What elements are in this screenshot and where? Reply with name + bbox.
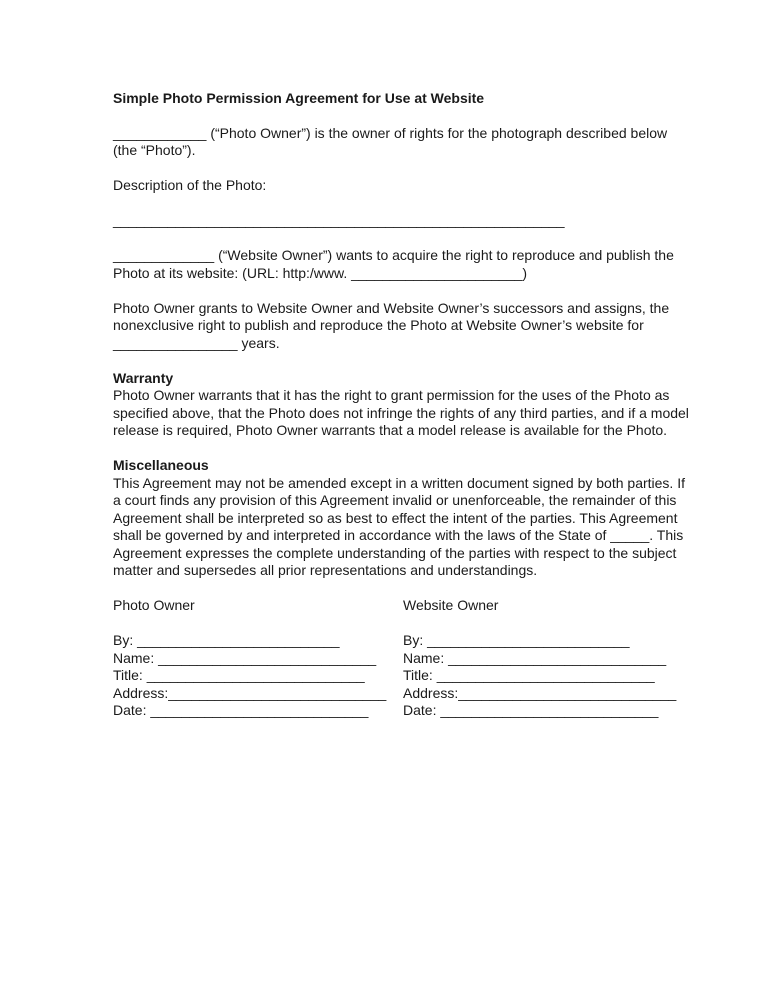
photo-owner-heading: Photo Owner — [113, 597, 195, 613]
document-title: Simple Photo Permission Agreement for Use at Website — [113, 90, 485, 106]
photo-owner-date-line: Date: ____________________________ — [113, 702, 369, 718]
description-blank: __________________________________________________________ — [113, 212, 565, 228]
photo-owner-signature — [113, 597, 403, 720]
website-owner-address-line: Address:____________________________ — [403, 684, 677, 701]
website-owner-signature — [403, 597, 693, 720]
intro-paragraph: ____________ (“Photo Owner”) is the owner of rights for the photograph described below (the “Photo”). — [113, 124, 668, 158]
photo-owner-name-line: Name: ____________________________ — [113, 649, 377, 666]
warranty-section — [113, 370, 693, 440]
signature-block — [113, 597, 693, 720]
miscellaneous-heading: Miscellaneous — [113, 457, 209, 473]
description-label: Description of the Photo: — [113, 177, 267, 193]
warranty-text: Photo Owner warrants that it has the right to grant permission for the uses of the Photo as specified above, that the Photo does not infringe the rights of any third parties, and if a model release is required, Photo Owner warrants that a model release is available for the Photo. — [113, 387, 689, 438]
grant-paragraph: Photo Owner grants to Website Owner and Website Owner’s successors and assigns, the nonexclusive right to publish and reproduce the Photo at Website Owner’s website for ________________ years. — [113, 299, 670, 351]
website-owner-title-line: Title: ____________________________ — [403, 667, 655, 683]
website-owner-paragraph: _____________ (“Website Owner”) wants to acquire the right to reproduce and publish the Photo at its website: (URL: http:/www. ______________________) — [113, 247, 674, 281]
website-owner-by-line: By: __________________________ — [403, 632, 630, 648]
website-owner-heading: Website Owner — [403, 597, 499, 613]
document-page — [113, 90, 693, 720]
website-owner-date-line: Date: ____________________________ — [403, 702, 659, 718]
photo-owner-by-line: By: __________________________ — [113, 632, 340, 648]
website-owner-name-line: Name: ____________________________ — [403, 649, 667, 666]
miscellaneous-section — [113, 457, 693, 580]
photo-owner-address-line: Address:____________________________ — [113, 684, 387, 701]
warranty-heading: Warranty — [113, 369, 174, 386]
miscellaneous-text: This Agreement may not be amended except in a written document signed by both parties. If a court finds any provision of this Agreement invalid or unenforceable, the remainder of this Agreement shall be interpreted so as best to effect the intent of the parties. This Agreement shall be governed by and interpreted in accordance with the laws of the State of _____. This Agreement expresses the complete understanding of the parties with respect to the subject matter and supersedes all prior representations and understandings. — [113, 474, 685, 578]
photo-owner-title-line: Title: ____________________________ — [113, 667, 365, 683]
